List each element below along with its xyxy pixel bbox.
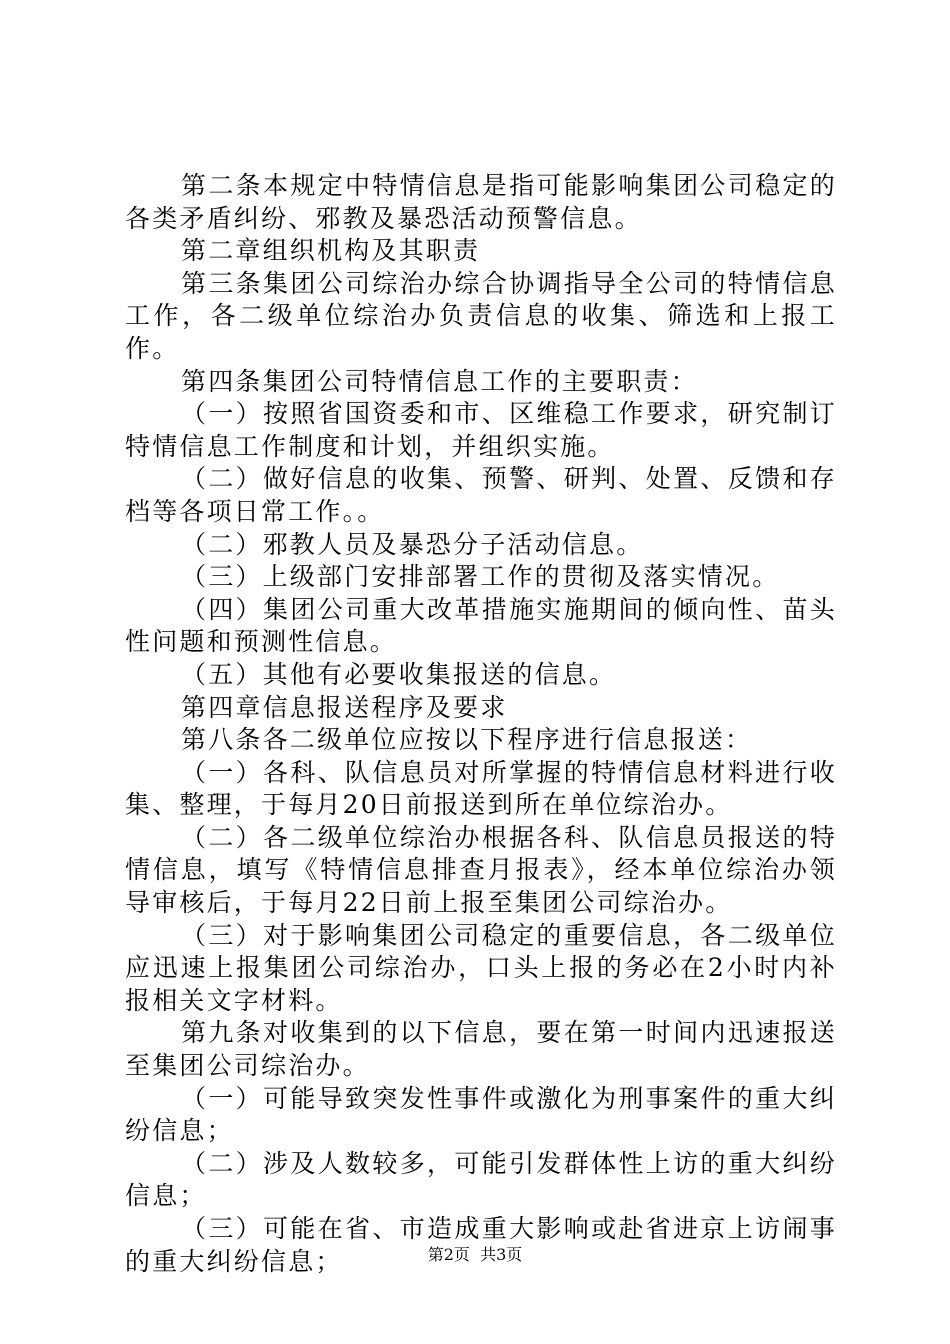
list-item: （四）集团公司重大改革措施实施期间的倾向性、苗头性问题和预测性信息。 bbox=[125, 594, 837, 657]
list-item: （三）上级部门安排部署工作的贯彻及落实情况。 bbox=[181, 562, 780, 592]
list-item: （一）可能导致突发性事件或激化为刑事案件的重大纠纷信息； bbox=[125, 1083, 837, 1146]
list-item: （二）涉及人数较多，可能引发群体性上访的重大纠纷信息； bbox=[125, 1148, 837, 1211]
paragraph: 第八条各二级单位应按以下程序进行信息报送： bbox=[181, 725, 753, 755]
chapter-heading: 第四章信息报送程序及要求 bbox=[181, 692, 508, 722]
paragraph: 第三条集团公司综治办综合协调指导全公司的特情信息工作，各二级单位综治办负责信息的收集、筛选和上报工作。 bbox=[125, 268, 837, 363]
list-item: （二）各二级单位综治办根据各科、队信息员报送的特情信息，填写《特情信息排查月报表》，经本单位综治办领导审核后，于每月22日前上报至集团公司综治办。 bbox=[125, 822, 837, 918]
page-number-footer: 第2页 共3页 bbox=[427, 1245, 523, 1264]
list-item: （二）邪教人员及暴恐分子活动信息。 bbox=[181, 529, 644, 559]
paragraph: 第二条本规定中特情信息是指可能影响集团公司稳定的各类矛盾纠纷、邪教及暴恐活动预警信息。 bbox=[125, 171, 837, 233]
paragraph: 第四条集团公司特情信息工作的主要职责： bbox=[181, 366, 698, 396]
list-item: （一）各科、队信息员对所掌握的特情信息材料进行收集、整理，于每月20日前报送到所在单位综治办。 bbox=[125, 757, 837, 820]
list-item: （三）对于影响集团公司稳定的重要信息，各二级单位应迅速上报集团公司综治办，口头上报的务必在2小时内补报相关文字材料。 bbox=[125, 920, 837, 1015]
paragraph: 第九条对收集到的以下信息，要在第一时间内迅速报送至集团公司综治办。 bbox=[125, 1018, 837, 1081]
document-body bbox=[125, 170, 837, 1278]
list-item: （一）按照省国资委和市、区维稳工作要求，研究制订特情信息工作制度和计划，并组织实施。 bbox=[125, 399, 837, 461]
list-item: （三）可能在省、市造成重大影响或赴省进京上访闹事的重大纠纷信息； bbox=[125, 1214, 837, 1276]
chapter-heading: 第二章组织机构及其职责 bbox=[181, 236, 481, 266]
list-item: （五）其他有必要收集报送的信息。 bbox=[181, 659, 617, 689]
list-item: （二）做好信息的收集、预警、研判、处置、反馈和存档等各项日常工作。。 bbox=[125, 464, 837, 526]
